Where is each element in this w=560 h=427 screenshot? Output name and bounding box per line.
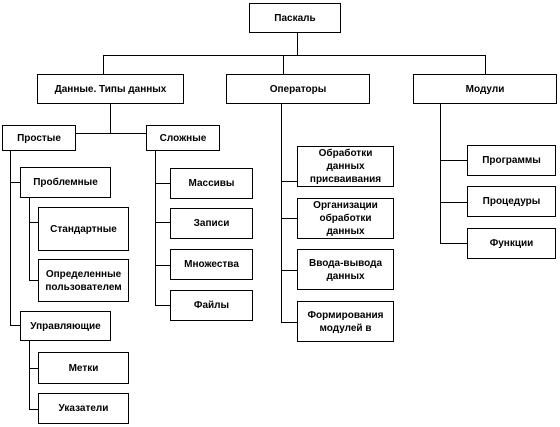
node-root: Паскаль bbox=[249, 3, 341, 33]
node-labels: Метки bbox=[38, 352, 129, 384]
node-op-org: Организации обработки данных bbox=[297, 198, 394, 239]
node-pointers: Указатели bbox=[38, 393, 129, 424]
node-arrays: Массивы bbox=[170, 168, 253, 199]
node-modules: Модули bbox=[413, 74, 557, 104]
node-control: Управляющие bbox=[20, 311, 111, 341]
node-data-types: Данные. Типы данных bbox=[37, 74, 184, 104]
node-records: Записи bbox=[170, 208, 253, 239]
node-op-mod: Формирования модулей в bbox=[297, 301, 394, 342]
node-op-assign: Обработки данных присваивания bbox=[297, 146, 394, 187]
node-standard: Стандартные bbox=[38, 207, 129, 251]
node-procedures: Процедуры bbox=[467, 186, 556, 217]
node-programs: Программы bbox=[467, 145, 556, 176]
node-problem: Проблемные bbox=[20, 167, 111, 198]
node-functions: Функции bbox=[467, 228, 556, 259]
node-simple: Простые bbox=[2, 125, 76, 151]
node-files: Файлы bbox=[170, 290, 253, 321]
node-op-io: Ввода-вывода данных bbox=[297, 249, 394, 290]
node-sets: Множества bbox=[170, 249, 253, 280]
node-complex: Сложные bbox=[146, 125, 220, 151]
node-operators: Операторы bbox=[226, 74, 370, 104]
node-user-defined: Определенные пользователем bbox=[38, 259, 129, 302]
